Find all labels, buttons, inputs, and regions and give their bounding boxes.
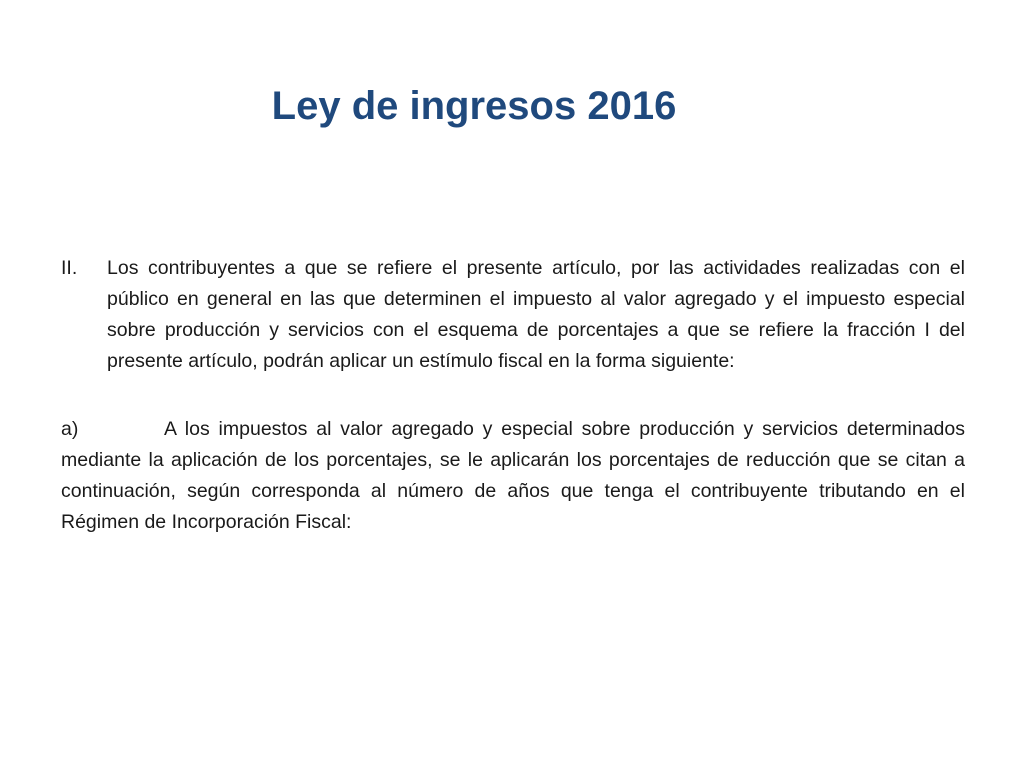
paragraph-marker: a): [61, 418, 79, 440]
paragraph-a: [61, 414, 965, 538]
list-item-text: Los contribuyentes a que se refiere el presente artículo, por las actividades realizadas con el público en general en las que determinen el impuesto al valor agregado y el impuesto especial sobre producción y servicios con el esquema de porcentajes a que se refiere la fracción I del presente artículo, podrán aplicar un estímulo fiscal en la forma siguiente:: [107, 257, 965, 372]
list-item-marker: II.: [61, 257, 78, 279]
slide-title: Ley de ingresos 2016: [271, 84, 677, 128]
paragraph-text: A los impuestos al valor agregado y especial sobre producción y servicios determinados mediante la aplicación de los porcentajes, se le aplicarán los porcentajes de reducción que se citan a continuación, según corresponda al número de años que tenga el contribuyente tributando en el Régimen de Incorporación Fiscal:: [61, 418, 965, 533]
slide-body: [61, 253, 965, 538]
list-item-ii: [61, 253, 965, 377]
